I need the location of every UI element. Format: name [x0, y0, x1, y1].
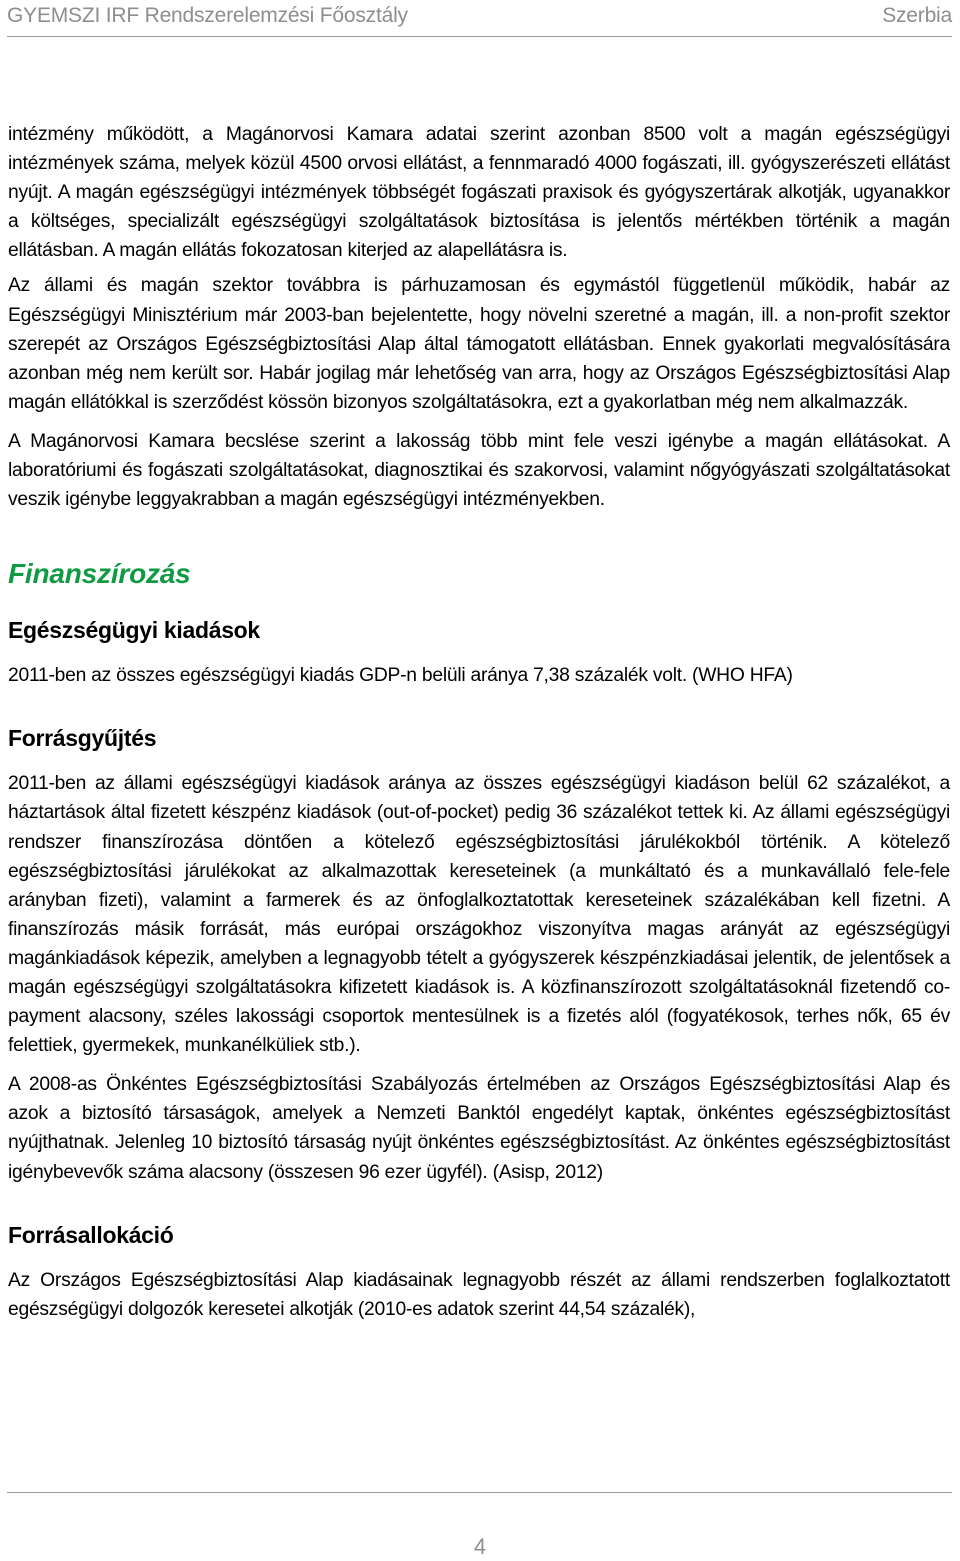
header-divider	[7, 36, 952, 37]
footer-divider	[7, 1492, 952, 1493]
subsection-title-revenue-collection: Forrásgyűjtés	[8, 725, 157, 752]
page-header	[7, 0, 952, 32]
page-number: 4	[473, 1534, 487, 1559]
header-right-text: Szerbia	[882, 4, 952, 27]
paragraph-private-usage: A Magánorvosi Kamara becslése szerint a lakosság több mint fele veszi igénybe a magán ellátásokat. A laboratóriumi és fogászati szolgáltatásokat, diagnosztikai és szakorvosi, valamint nőgyógyászati szolgáltatásokat veszik igénybe leggyakrabban a magán egészségügyi intézményekben.	[8, 430, 950, 511]
document-body	[8, 120, 950, 1324]
paragraph-private-institutions: intézmény működött, a Magánorvosi Kamara adatai szerint azonban 8500 volt a magán egészségügyi intézmények száma, melyek közül 4500 orvosi ellátást, a fennmaradó 4000 fogászati, ill. gyógyszerészeti ellátást nyújt. A magán egészségügyi intézmények többségét fogászati praxisok és gyógyszertárak alkotják, ugyanakkor a költséges, specializált egészségügyi szolgáltatások biztosítása is jelentős mértékben történik a magán ellátásban. A magán ellátás fokozatosan kiterjed az alapellátásra is.	[8, 124, 950, 262]
paragraph-resource-allocation: Az Országos Egészségbiztosítási Alap kiadásainak legnagyobb részét az állami rendszerben foglalkoztatott egészségügyi dolgozók keresetei alkotják (2010-es adatok szerint 44,54 százalék),	[8, 1269, 950, 1320]
paragraph-public-private-sector: Az állami és magán szektor továbbra is párhuzamosan és egymástól függetlenül működik, habár az Egészségügyi Minisztérium már 2003-ban bejelentette, hogy növelni szeretné a magán, ill. a non-profit szektor szerepét az Országos Egészségbiztosítási Alap által támogatott ellátásban. Ennek gyakorlati megvalósítására azonban még nem került sor. Habár jogilag már lehetőség van arra, hogy az Országos Egészségbiztosítási Alap magán ellátókkal is szerződést kössön bizonyos szolgáltatásokra, ezt a gyakorlatban még nem alkalmazzák.	[8, 275, 950, 413]
section-title-financing: Finanszírozás	[8, 558, 191, 590]
paragraph-voluntary-insurance: A 2008-as Önkéntes Egészségbiztosítási Szabályozás értelmében az Országos Egészségbiztosítási Alap és azok a biztosító társaságok, amelyek a Nemzeti Banktól engedélyt kaptak, önkéntes egészségbiztosítást nyújthatnak. Jelenleg 10 biztosító társaság nyújt önkéntes egészségbiztosítást. Az önkéntes egészségbiztosítást igénybevevők száma alacsony (összesen 96 ezer ügyfél). (Asisp, 2012)	[8, 1074, 950, 1183]
paragraph-health-expenditure: 2011-ben az összes egészségügyi kiadás GDP-n belüli aránya 7,38 százalék volt. (WHO HFA)	[8, 665, 793, 687]
subsection-title-health-expenditure: Egészségügyi kiadások	[8, 617, 260, 644]
subsection-title-resource-allocation: Forrásallokáció	[8, 1221, 174, 1248]
header-left-text: GYEMSZI IRF Rendszerelemzési Főosztály	[7, 4, 408, 27]
paragraph-revenue-collection: 2011-ben az állami egészségügyi kiadások aránya az összes egészségügyi kiadáson belül 62 százalékot, a háztartások által fizetett készpénz kiadások (out-of-pocket) pedig 36 százalékot tettek ki. Az állami egészségügyi rendszer finanszírozása döntően a kötelező egészségbiztosítási járulékokból történik. A kötelező egészségbiztosítási járulékokat az alkalmazottak kereseteinek (a munkáltató és a munkavállaló fele-fele arányban fizeti), valamint a farmerek és az önfoglalkoztatottak kereseteinek százalékában kell fizetni. A finanszírozás másik forrását, más európai országokhoz viszonyítva magas arányát az egészségügyi magánkiadások képezik, amelyben a legnagyobb tételt a gyógyszerek készpénzkiadásai jelentik, de jelentősek a magán egészségügyi szolgáltatásokra kifizetett kiadások is. A közfinanszírozott szolgáltatásoknál fizetendő co-payment alacsony, széles lakossági csoportok mentesülnek is a fizetés alól (fogyatékosok, terhes nők, 65 év felettiek, gyermekek, munkanélküliek stb.).	[8, 773, 950, 1057]
